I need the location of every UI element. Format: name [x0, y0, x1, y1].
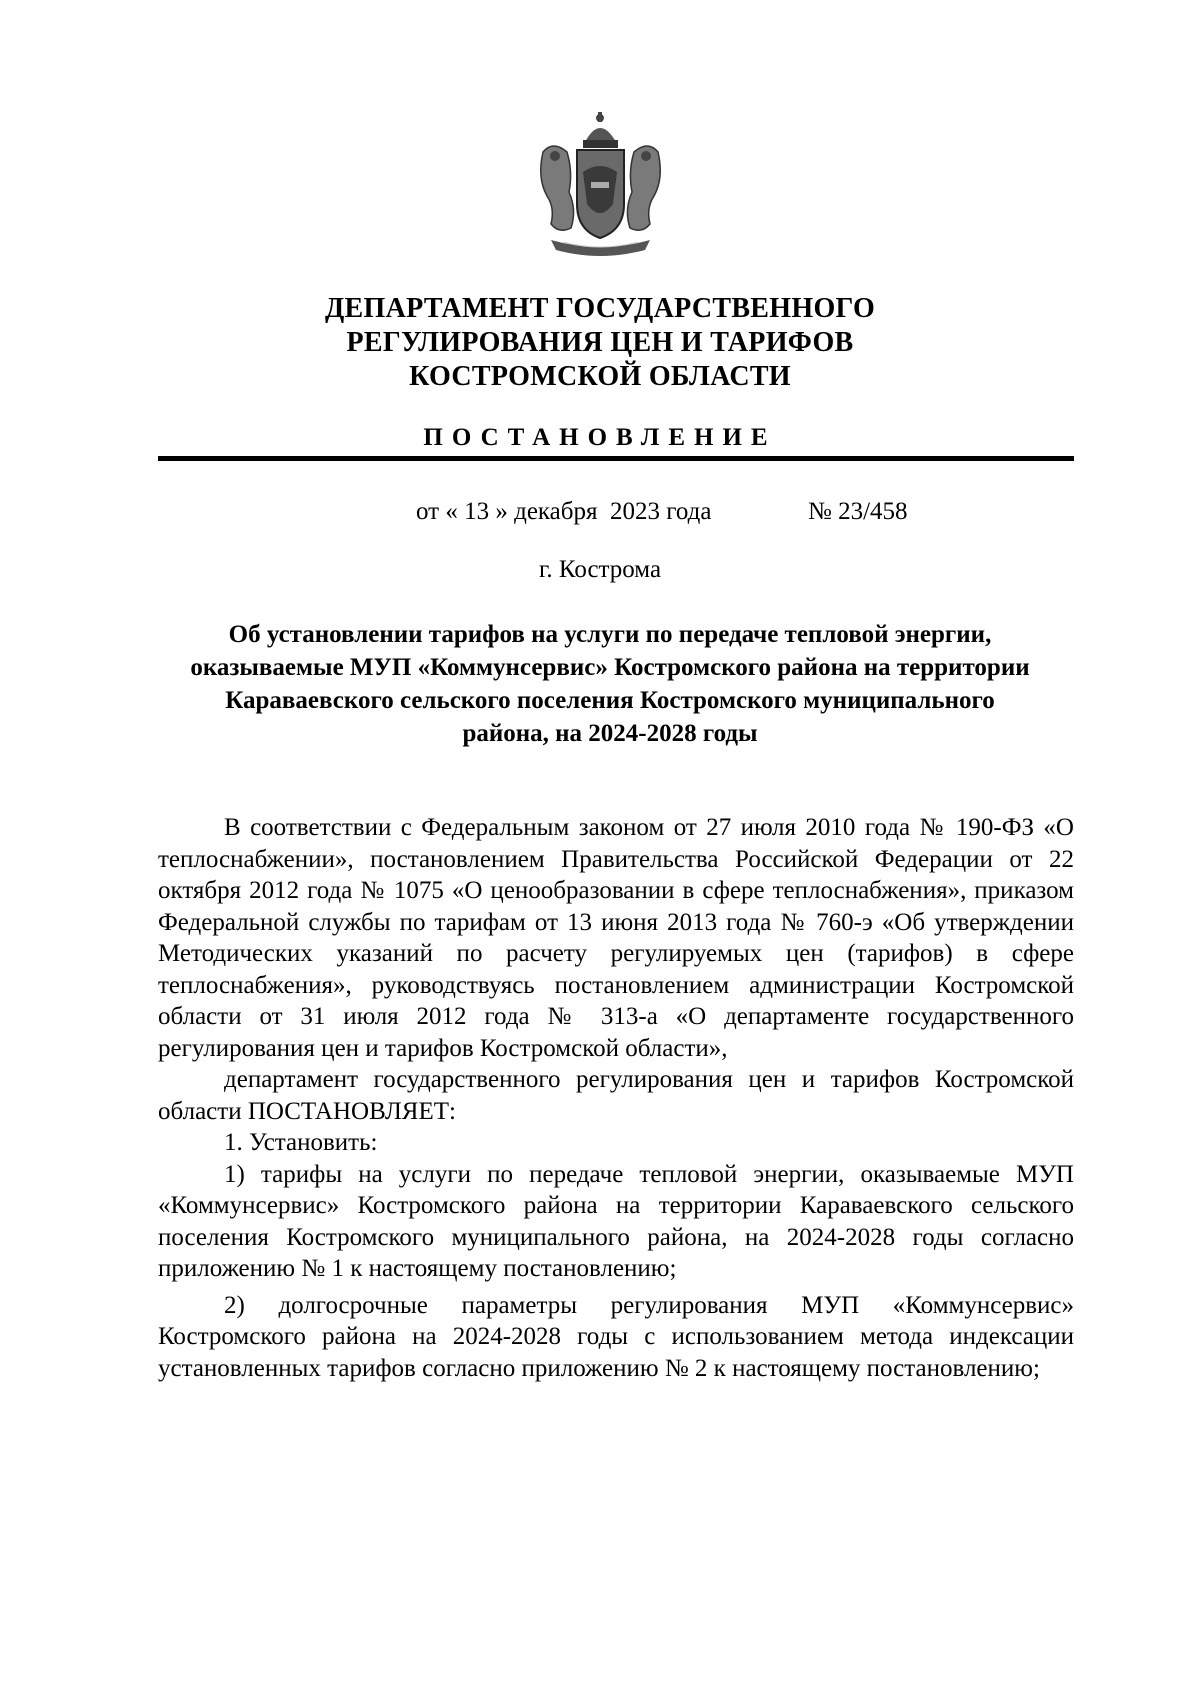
document-date: от « 13 » декабря 2023 года — [416, 498, 712, 525]
header-rule — [158, 456, 1074, 461]
department-line: РЕГУЛИРОВАНИЯ ЦЕН И ТАРИФОВ — [346, 327, 854, 358]
preamble-paragraph: В соответствии с Федеральным законом от 27 июля 2010 года № 190-ФЗ «О теплоснабжении», постановлением Правительства Российской Федерации от 22 октября 2012 года № 1075 «О ценообразовании в сфере теплоснабжения», приказом Федеральной службы по тарифам от 13 июня 2013 года № 760-э «Об утверждении Методических указаний по расчету регулируемых цен (тарифов) в сфере теплоснабжения», руководствуясь постановлением администрации Костромской области от 31 июля 2012 года № 313-а «О департаменте государственного регулирования цен и тарифов Костромской области», — [158, 814, 1074, 1062]
title-line: Караваевского сельского поселения Костромского муниципального — [225, 687, 995, 714]
item-1-paragraph: 1. Установить: — [224, 1129, 378, 1156]
department-line: ДЕПАРТАМЕНТ ГОСУДАРСТВЕННОГО — [324, 293, 876, 324]
coat-of-arms-icon — [533, 112, 668, 262]
document-title — [140, 618, 1080, 750]
document-city: г. Кострома — [538, 556, 662, 583]
title-line: района, на 2024-2028 годы — [462, 720, 758, 747]
document-kind: ПОСТАНОВЛЕНИЕ — [423, 424, 777, 451]
document-number: № 23/458 — [808, 498, 908, 525]
department-line: КОСТРОМСКОЙ ОБЛАСТИ — [409, 361, 791, 392]
sub-item-2-paragraph: 2) долгосрочные параметры регулирования МУП «Коммунсервис» Костромского района на 2024-2028 годы с использованием метода индексации установленных тарифов согласно приложению № 2 к настоящему постановлению; — [158, 1291, 1074, 1382]
sub-item-1-paragraph: 1) тарифы на услуги по передаче тепловой энергии, оказываемые МУП «Коммунсервис» Костромского района на территории Караваевского сельского поселения Костромского муниципального района, на 2024-2028 годы согласно приложению № 1 к настоящему постановлению; — [158, 1160, 1074, 1282]
department-name — [0, 292, 1200, 394]
title-line: оказываемые МУП «Коммунсервис» Костромского района на территории — [190, 654, 1030, 681]
document-body — [158, 812, 1074, 1384]
title-line: Об установлении тарифов на услуги по передаче тепловой энергии, — [228, 621, 992, 648]
resolving-paragraph: департамент государственного регулирования цен и тарифов Костромской области ПОСТАНОВЛЯЕТ: — [158, 1066, 1074, 1125]
